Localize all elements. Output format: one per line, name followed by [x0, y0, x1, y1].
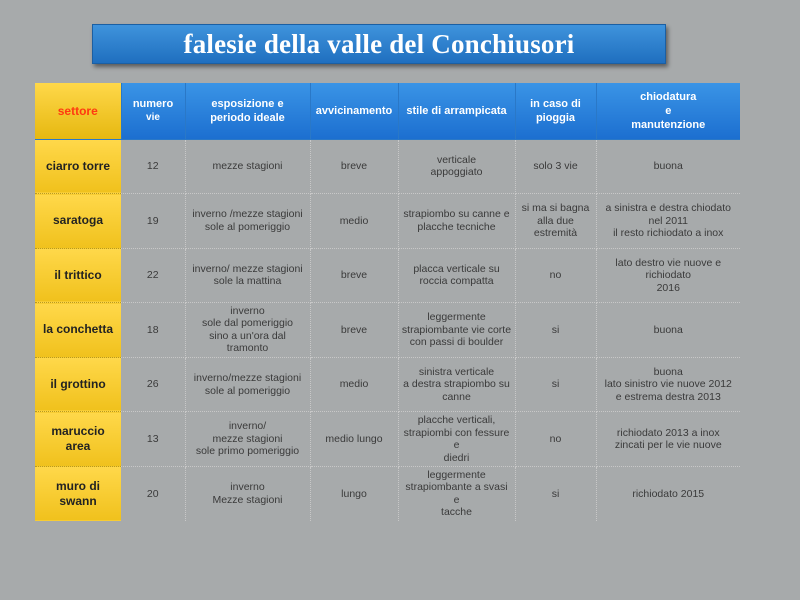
cell-stile-line: con passi di boulder: [409, 336, 504, 349]
header-esposizione: [185, 83, 310, 139]
cell-pioggia: [515, 139, 596, 194]
cell-settore: [35, 412, 121, 467]
cell-pioggia: [515, 412, 596, 467]
cell-esposizione-line: Mezze stagioni: [212, 493, 283, 506]
cell-stile-line: diedri: [443, 451, 470, 464]
header-chiodatura-line-1: chiodatura: [640, 90, 697, 103]
cell-esposizione-line: sino a un'ora dal: [209, 329, 286, 342]
header-esposizione-line: esposizione e: [211, 97, 284, 110]
header-chiodatura: [596, 83, 740, 139]
cell-stile-line: verticale: [436, 153, 477, 166]
cell-stile-line: appoggiato: [430, 166, 483, 179]
cell-stile-line: placche tecniche: [417, 220, 496, 233]
cell-esposizione-line: mezze stagioni: [212, 160, 283, 173]
crag-table: [35, 83, 740, 521]
cell-chiodatura: [596, 194, 740, 249]
cell-esposizione: [185, 248, 310, 303]
header-row: [35, 83, 740, 139]
cell-esposizione: [185, 466, 310, 521]
cell-pioggia-line: solo 3 vie: [533, 160, 578, 173]
cell-settore-line: ciarro torre: [45, 158, 111, 173]
cell-esposizione-line: mezze stagioni: [212, 432, 283, 445]
header-settore: settore: [35, 83, 121, 139]
cell-esposizione-line: sole dal pomeriggio: [201, 317, 294, 330]
cell-chiodatura-line: buona: [653, 365, 683, 378]
cell-avvicinamento: [310, 412, 398, 467]
cell-chiodatura: [596, 248, 740, 303]
cell-chiodatura-line: a sinistra e destra chiodato: [605, 202, 731, 215]
cell-avvicinamento-line: medio: [339, 214, 369, 227]
header-pioggia: [515, 83, 596, 139]
cell-numero: 13: [121, 412, 185, 467]
cell-avvicinamento: [310, 194, 398, 249]
cell-numero: 12: [121, 139, 185, 194]
cell-stile: [398, 194, 515, 249]
table-row: [35, 466, 740, 521]
cell-avvicinamento: [310, 357, 398, 412]
table-row: [35, 248, 740, 303]
header-chiodatura-line-2: e: [665, 104, 672, 117]
cell-pioggia-line: si: [551, 487, 560, 500]
cell-stile-line: a destra strapiombo su: [403, 378, 510, 391]
cell-stile-line: tacche: [441, 506, 472, 519]
cell-pioggia-line: no: [549, 432, 562, 445]
cell-pioggia-line: si ma si bagna: [521, 202, 590, 215]
cell-avvicinamento-line: medio: [339, 378, 369, 391]
cell-settore: [35, 303, 121, 358]
cell-avvicinamento-line: breve: [340, 160, 368, 173]
table-row: [35, 357, 740, 412]
cell-stile: [398, 412, 515, 467]
cell-chiodatura-line: nel 2011: [648, 214, 688, 227]
cell-esposizione-line: inverno /mezze stagioni: [192, 208, 303, 221]
cell-settore: [35, 466, 121, 521]
cell-settore-line: il grottino: [50, 377, 106, 392]
cell-stile-line: placca verticale su: [413, 262, 500, 275]
cell-chiodatura-line: il resto richiodato a inox: [613, 227, 724, 240]
cell-chiodatura-line: lato destro vie nuove e: [615, 256, 722, 269]
cell-esposizione-line: inverno: [230, 304, 265, 317]
cell-esposizione: [185, 357, 310, 412]
cell-settore: [35, 248, 121, 303]
cell-settore: [35, 194, 121, 249]
table-row: [35, 194, 740, 249]
cell-stile: [398, 248, 515, 303]
cell-pioggia: [515, 303, 596, 358]
cell-stile: [398, 357, 515, 412]
cell-settore-line: maruccio: [51, 424, 105, 439]
cell-stile: [398, 466, 515, 521]
cell-chiodatura: [596, 466, 740, 521]
cell-pioggia: [515, 357, 596, 412]
cell-chiodatura-line: buona: [653, 323, 683, 336]
cell-stile-line: strapiombi con fessure e: [403, 426, 510, 452]
cell-chiodatura: [596, 357, 740, 412]
cell-chiodatura-line: richiodato: [645, 269, 692, 282]
header-numero: [121, 83, 185, 139]
cell-stile-line: strapiombante a svasi e: [405, 481, 508, 506]
cell-numero: 22: [121, 248, 185, 303]
cell-stile-line: strapiombante vie corte: [401, 323, 512, 336]
header-pioggia-line-2: pioggia: [535, 111, 576, 124]
cell-settore-line: la conchetta: [42, 322, 114, 337]
cell-stile-line: leggermente: [427, 311, 486, 324]
cell-settore: [35, 139, 121, 194]
cell-settore-line: muro di: [56, 478, 100, 493]
cell-esposizione-line: tramonto: [226, 342, 269, 355]
header-chiodatura-line-3: manutenzione: [631, 118, 706, 131]
header-avvicinamento: avvicinamento: [310, 83, 398, 139]
cell-chiodatura-line: richiodato 2013 a inox: [616, 426, 720, 439]
cell-esposizione-line: sole al pomeriggio: [204, 384, 291, 397]
cell-esposizione-line: inverno/ mezze stagioni: [192, 262, 303, 275]
table-row: [35, 303, 740, 358]
cell-esposizione-line: inverno: [230, 481, 265, 494]
table-row: [35, 412, 740, 467]
cell-esposizione-line: sole primo pomeriggio: [195, 445, 300, 458]
cell-pioggia-line: no: [549, 269, 562, 282]
cell-pioggia: [515, 194, 596, 249]
cell-esposizione: [185, 194, 310, 249]
cell-avvicinamento-line: breve: [340, 323, 368, 336]
header-periodo-line: periodo ideale: [210, 111, 285, 124]
cell-avvicinamento-line: lungo: [341, 487, 367, 500]
cell-settore-line: swann: [59, 493, 97, 508]
cell-numero: 18: [121, 303, 185, 358]
table-body: [35, 139, 740, 521]
cell-chiodatura-line: buona: [653, 160, 683, 173]
cell-numero: 19: [121, 194, 185, 249]
cell-pioggia: [515, 466, 596, 521]
cell-stile-line: placche verticali,: [417, 414, 496, 427]
cell-chiodatura-line: richiodato 2015: [632, 487, 705, 500]
cell-avvicinamento-line: medio lungo: [325, 432, 383, 445]
cell-esposizione: [185, 412, 310, 467]
cell-chiodatura: [596, 139, 740, 194]
cell-pioggia: [515, 248, 596, 303]
cell-avvicinamento: [310, 248, 398, 303]
cell-pioggia-line: si: [551, 323, 560, 336]
cell-avvicinamento: [310, 139, 398, 194]
cell-avvicinamento-line: breve: [340, 269, 368, 282]
cell-stile-line: strapiombo su canne e: [403, 208, 510, 221]
header-stile: stile di arrampicata: [398, 83, 515, 139]
cell-esposizione-line: sole al pomeriggio: [204, 220, 291, 233]
table-row: [35, 139, 740, 194]
cell-numero: 26: [121, 357, 185, 412]
cell-esposizione-line: inverno/: [228, 420, 267, 433]
header-vie-label: vie: [146, 111, 160, 123]
cell-esposizione-line: sole la mattina: [213, 275, 282, 288]
cell-chiodatura-line: zincati per le vie nuove: [614, 439, 722, 452]
cell-stile: [398, 139, 515, 194]
cell-settore-line: il trittico: [54, 267, 102, 282]
cell-stile-line: roccia compatta: [419, 275, 494, 288]
cell-esposizione-line: inverno/mezze stagioni: [193, 372, 302, 385]
cell-stile: [398, 303, 515, 358]
cell-avvicinamento: [310, 466, 398, 521]
header-numero-label: numero: [132, 97, 174, 110]
cell-stile-line: canne: [442, 390, 471, 403]
cell-pioggia-line: alla due: [537, 214, 574, 227]
cell-pioggia-line: si: [551, 378, 560, 391]
cell-avvicinamento: [310, 303, 398, 358]
cell-esposizione: [185, 139, 310, 194]
cell-chiodatura: [596, 412, 740, 467]
cell-settore-line: saratoga: [52, 213, 104, 228]
cell-settore: [35, 357, 121, 412]
cell-chiodatura-line: e estrema destra 2013: [615, 390, 721, 403]
cell-chiodatura-line: lato sinistro vie nuove 2012: [604, 378, 732, 391]
page-title: falesie della valle del Conchiusori: [92, 24, 666, 64]
cell-stile-line: sinistra verticale: [418, 365, 495, 378]
cell-numero: 20: [121, 466, 185, 521]
cell-pioggia-line: estremità: [533, 227, 578, 240]
cell-esposizione: [185, 303, 310, 358]
cell-chiodatura: [596, 303, 740, 358]
cell-stile-line: leggermente: [427, 468, 486, 481]
header-pioggia-line-1: in caso di: [530, 97, 581, 110]
cell-chiodatura-line: 2016: [656, 281, 680, 294]
cell-settore-line: area: [65, 439, 91, 454]
